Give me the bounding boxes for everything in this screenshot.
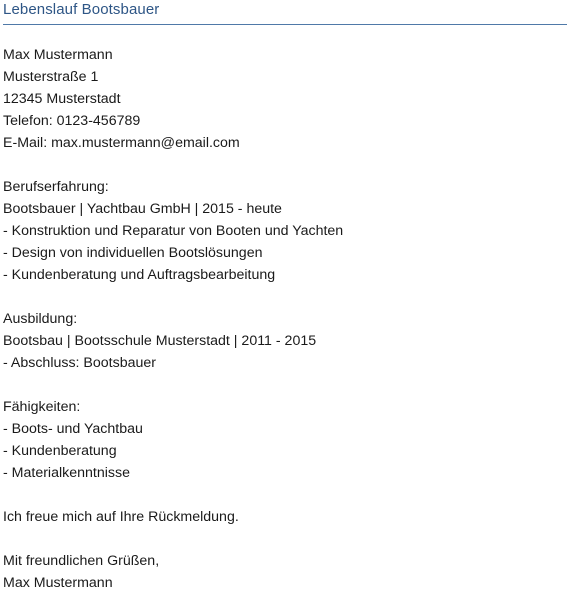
skills-item: - Boots- und Yachtbau xyxy=(3,421,143,437)
skills-heading: Fähigkeiten: xyxy=(3,399,81,415)
education-item: - Abschluss: Bootsbauer xyxy=(3,355,156,371)
spacer xyxy=(3,374,567,396)
contact-phone: Telefon: 0123-456789 xyxy=(3,113,141,129)
contact-city: 12345 Musterstadt xyxy=(3,91,121,107)
title-divider xyxy=(3,24,567,25)
closing-greeting: Mit freundlichen Grüßen, xyxy=(3,553,160,569)
spacer xyxy=(3,286,567,308)
document-page xyxy=(3,0,567,591)
contact-street: Musterstraße 1 xyxy=(3,69,99,85)
document-body xyxy=(3,44,567,594)
experience-item: - Kundenberatung und Auftragsbearbeitung xyxy=(3,267,276,283)
document-title: Lebenslauf Bootsbauer xyxy=(3,1,160,18)
spacer xyxy=(3,528,567,550)
education-entry: Bootsbau | Bootsschule Musterstadt | 2011 - 2015 xyxy=(3,333,317,349)
skills-item: - Materialkenntnisse xyxy=(3,465,130,481)
spacer xyxy=(3,484,567,506)
experience-heading: Berufserfahrung: xyxy=(3,179,109,195)
spacer xyxy=(3,154,567,176)
experience-item: - Design von individuellen Bootslösungen xyxy=(3,245,263,261)
closing-sentence: Ich freue mich auf Ihre Rückmeldung. xyxy=(3,509,239,525)
closing-signature: Max Mustermann xyxy=(3,575,113,591)
contact-name: Max Mustermann xyxy=(3,47,113,63)
education-heading: Ausbildung: xyxy=(3,311,78,327)
experience-position: Bootsbauer | Yachtbau GmbH | 2015 - heute xyxy=(3,201,282,217)
skills-item: - Kundenberatung xyxy=(3,443,117,459)
contact-email: E-Mail: max.mustermann@email.com xyxy=(3,135,240,151)
experience-item: - Konstruktion und Reparatur von Booten und Yachten xyxy=(3,223,344,239)
